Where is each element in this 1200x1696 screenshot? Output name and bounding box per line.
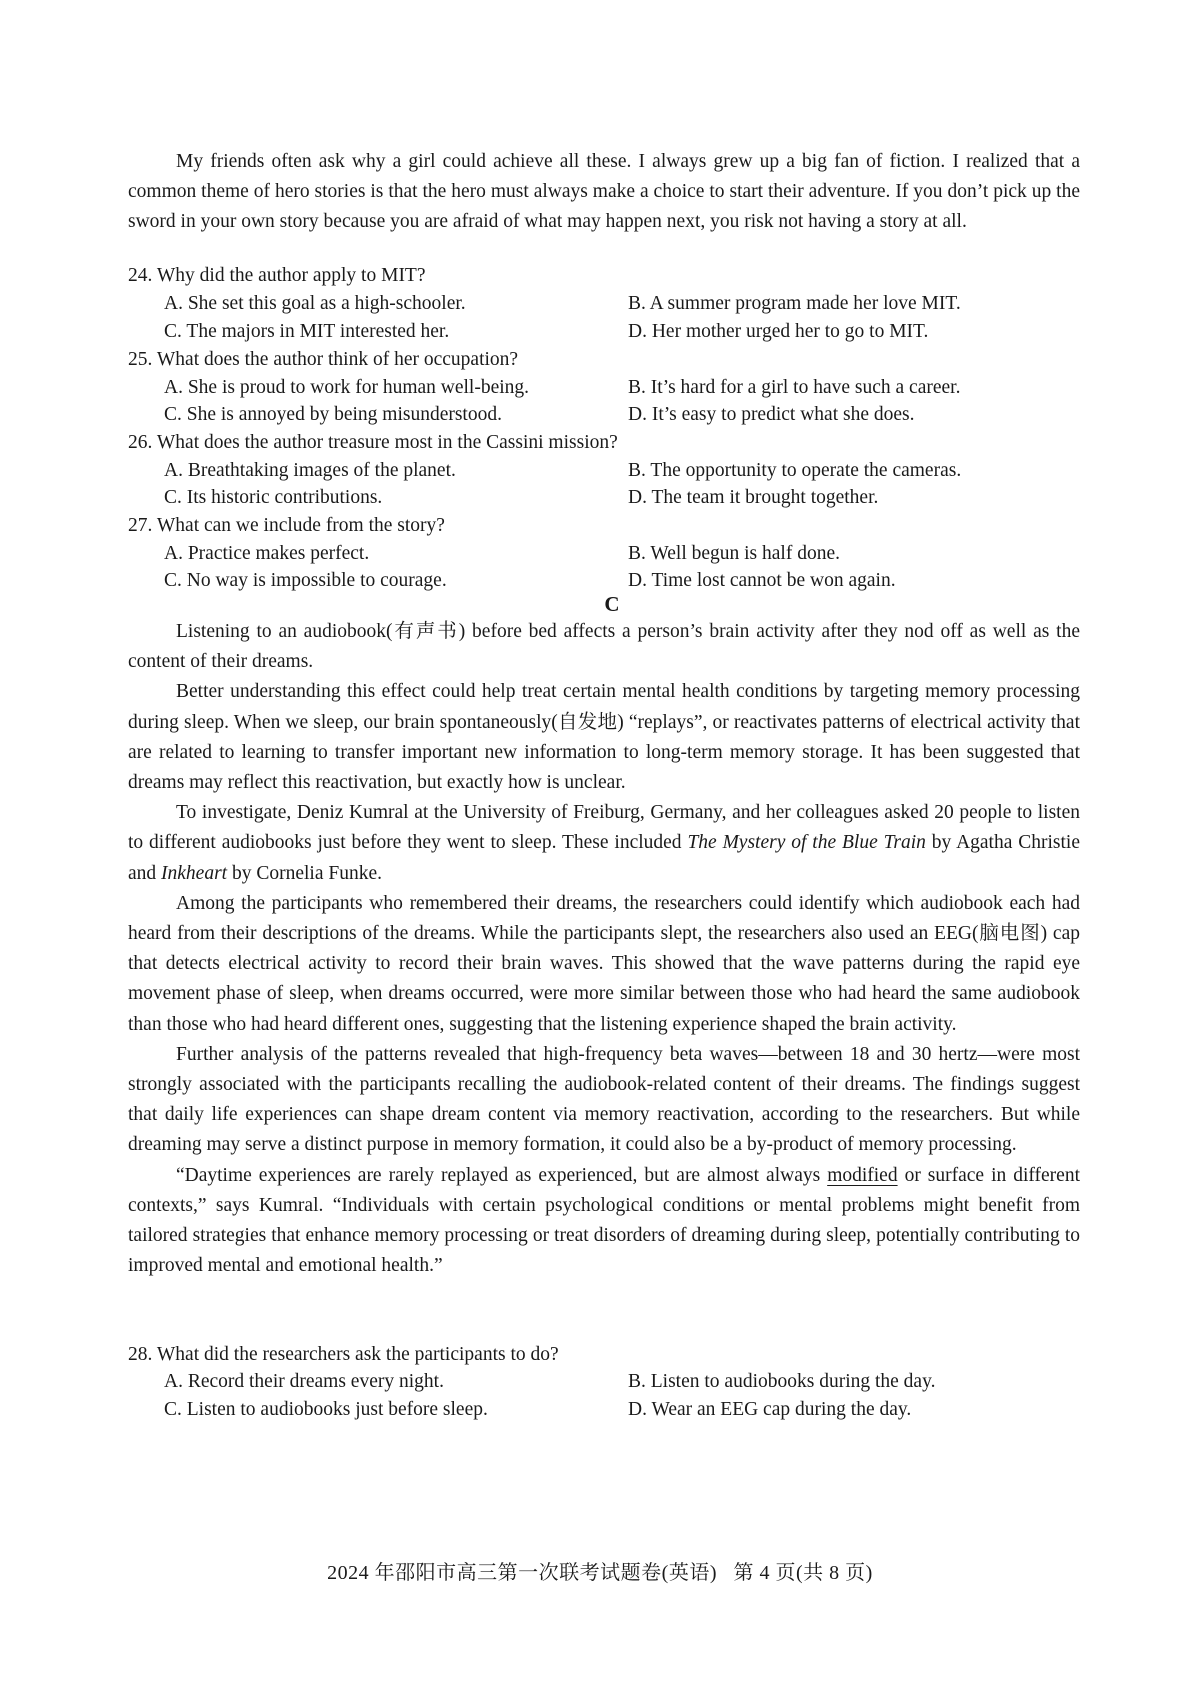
text: To investigate, Deniz Kumral at the University of Freiburg, Germany, and her colleagues asked 20 people to listen to different audiobooks just before they went to sleep. These included [128, 802, 1080, 854]
underlined-word: modified [827, 1164, 898, 1186]
paragraph [128, 798, 1080, 889]
text: by Cornelia Funke. [227, 862, 382, 884]
question-27-option-d: D. Time lost cannot be won again. [628, 570, 896, 591]
passage-b-final-paragraph [128, 147, 1080, 238]
passage-c [128, 617, 1080, 1281]
paragraph: Among the participants who remembered their dreams, the researchers could identify which audiobook each had heard from their descriptions of the dreams. While the participants slept, the researchers also used an EEG(脑电图) cap that detects electrical activity to record their brain waves. This showed that the wave patterns during the rapid eye movement phase of sleep, when dreams occurred, were more similar between those who had heard the same audiobook than those who had heard different ones, suggesting that the listening experience shaped the brain activity. [128, 892, 1080, 1035]
question-26-stem: 26. What does the author treasure most in the Cassini mission? [128, 432, 618, 453]
question-26-option-b: B. The opportunity to operate the cameras. [628, 460, 962, 481]
question-27-option-a: A. Practice makes perfect. [164, 543, 370, 564]
question-28-option-d: D. Wear an EEG cap during the day. [628, 1399, 912, 1420]
text: by Agatha Christie and [128, 832, 1081, 884]
text: or surface in different contexts,” says Kumral. “Individuals with certain psychological conditions or mental problems might benefit from tailored strategies that enhance memory processing or treat disorders of dreaming during sleep, potentially contributing to improved mental and emotional health.” [128, 1164, 1080, 1277]
question-24-stem: 24. Why did the author apply to MIT? [128, 265, 426, 286]
question-24-option-d: D. Her mother urged her to go to MIT. [628, 321, 929, 342]
book-title: Inkheart [161, 862, 228, 884]
question-24-option-c: C. The majors in MIT interested her. [164, 321, 450, 342]
question-28-option-c: C. Listen to audiobooks just before sleep. [164, 1399, 488, 1420]
paragraph: Further analysis of the patterns revealed that high-frequency beta waves—between 18 and 30 hertz—were most strongly associated with the participants recalling the audiobook-related content of their dreams. The findings suggest that daily life experiences can shape dream content via memory reactivation, according to the researchers. But while dreaming may serve a distinct purpose in memory formation, it could also be a by-product of memory processing. [128, 1043, 1080, 1156]
paragraph: Better understanding this effect could help treat certain mental health conditions by targeting memory processing during sleep. When we sleep, our brain spontaneously(自发地) “replays”, or reactivates patterns of electrical activity that are related to learning to transfer important new information to long-term memory storage. It has been suggested that dreams may reflect this reactivation, but exactly how is unclear. [128, 681, 1080, 794]
paragraph: Listening to an audiobook(有声书) before bed affects a person’s brain activity after they nod off as well as the content of their dreams. [128, 621, 1080, 673]
question-26-option-a: A. Breathtaking images of the planet. [164, 460, 456, 481]
question-26-option-d: D. The team it brought together. [628, 487, 879, 508]
question-26-option-c: C. Its historic contributions. [164, 487, 383, 508]
question-28-option-b: B. Listen to audiobooks during the day. [628, 1371, 936, 1392]
question-25-option-a: A. She is proud to work for human well-being. [164, 377, 530, 398]
question-28-stem: 28. What did the researchers ask the participants to do? [128, 1344, 559, 1365]
question-25-stem: 25. What does the author think of her occupation? [128, 349, 519, 370]
question-27-option-b: B. Well begun is half done. [628, 543, 840, 564]
paragraph [128, 1161, 1080, 1282]
question-24-option-a: A. She set this goal as a high-schooler. [164, 293, 466, 314]
question-27-option-c: C. No way is impossible to courage. [164, 570, 447, 591]
question-27-stem: 27. What can we include from the story? [128, 515, 445, 536]
page-footer: 2024 年邵阳市高三第一次联考试题卷(英语) 第 4 页(共 8 页) [327, 1562, 873, 1584]
question-28-option-a: A. Record their dreams every night. [164, 1371, 444, 1392]
text: “Daytime experiences are rarely replayed as experienced, but are almost always [176, 1164, 828, 1186]
question-25-option-c: C. She is annoyed by being misunderstood. [164, 404, 502, 425]
question-24-option-b: B. A summer program made her love MIT. [628, 293, 961, 314]
question-25-option-b: B. It’s hard for a girl to have such a career. [628, 377, 961, 398]
question-25-option-d: D. It’s easy to predict what she does. [628, 404, 915, 425]
section-c-heading: C [604, 592, 620, 616]
paragraph: My friends often ask why a girl could achieve all these. I always grew up a big fan of fiction. I realized that a common theme of hero stories is that the hero must always make a choice to start their adventure. If you don’t pick up the sword in your own story because you are afraid of what may happen next, you risk not having a story at all. [128, 151, 1080, 233]
book-title: The Mystery of the Blue Train [687, 832, 926, 854]
